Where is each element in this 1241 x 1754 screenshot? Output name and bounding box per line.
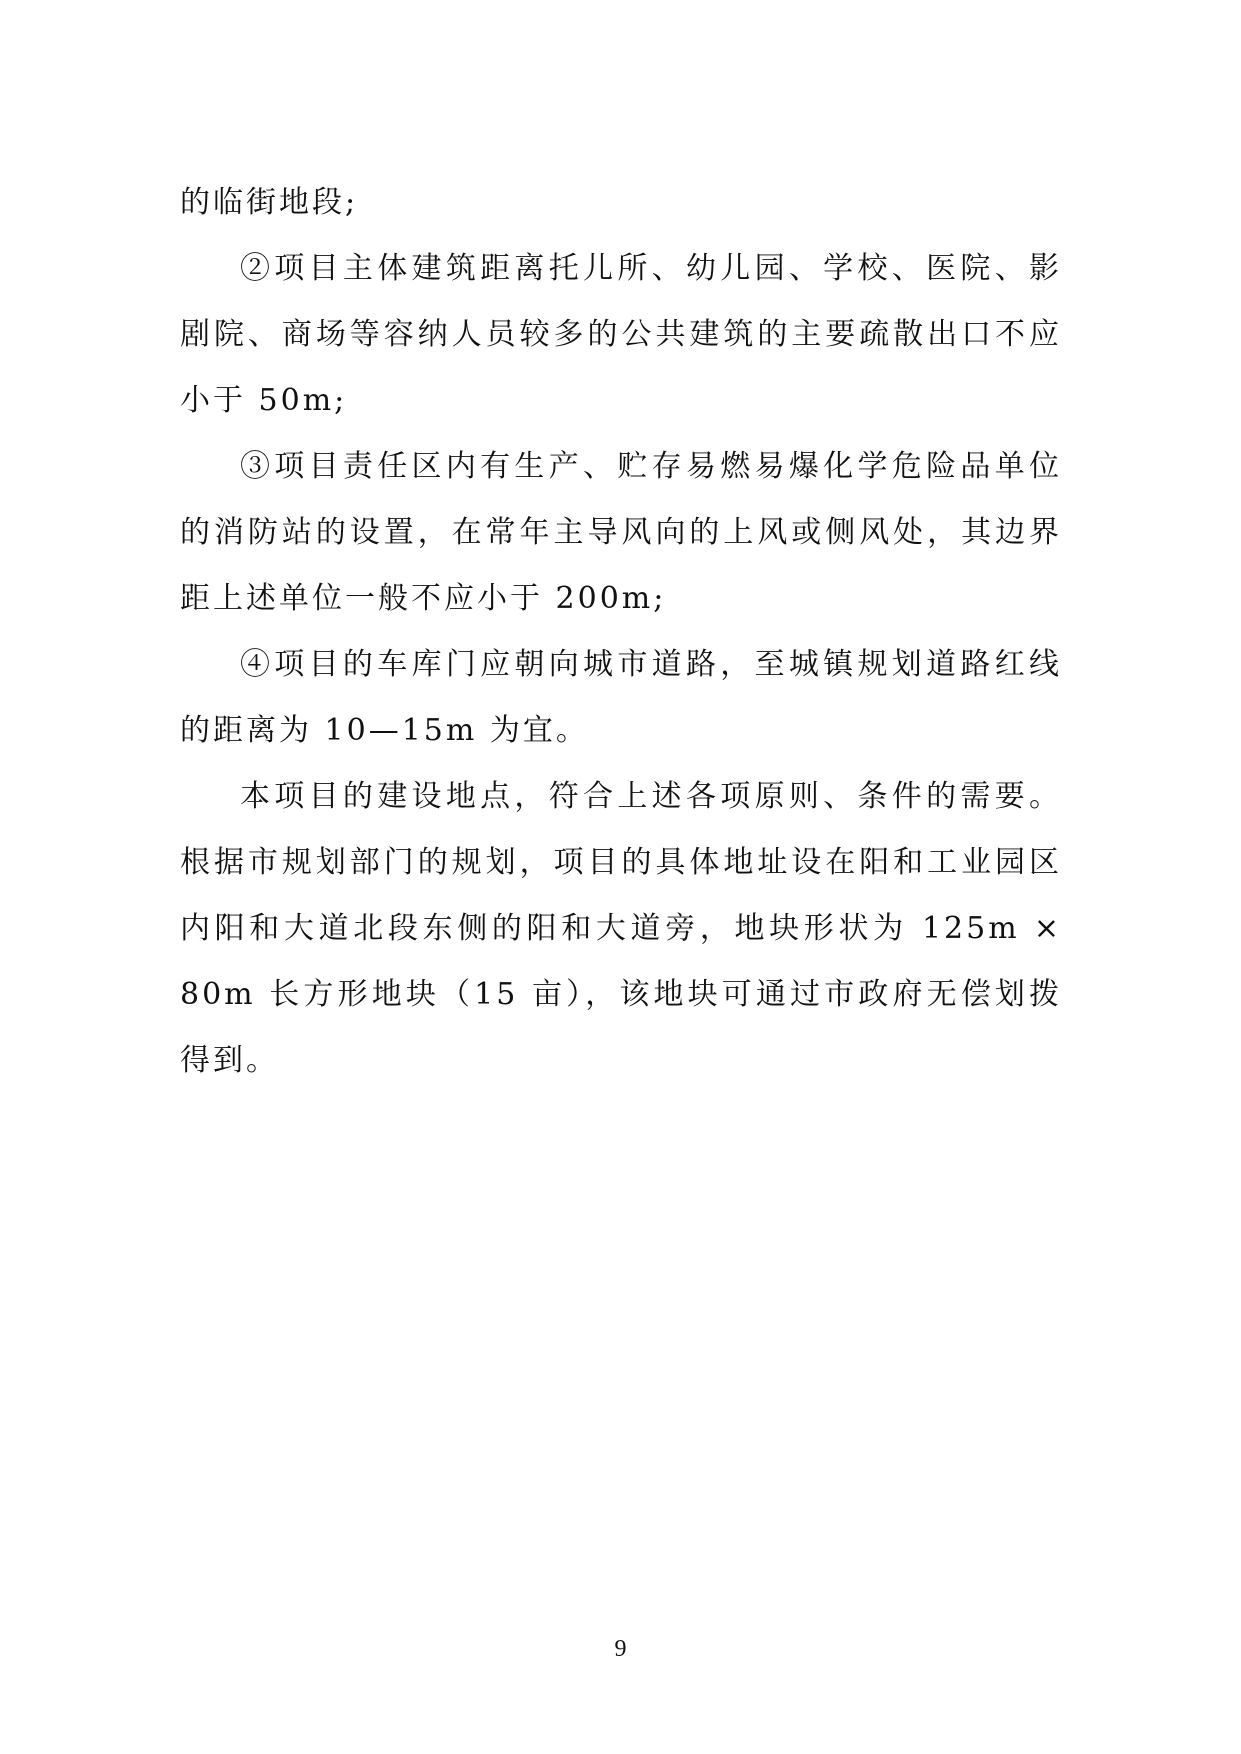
paragraph-item-3: ③项目责任区内有生产、贮存易燃易爆化学危险品单位的消防站的设置，在常年主导风向的上风或侧风处，其边界距上述单位一般不应小于 200m;: [180, 449, 1062, 616]
paragraph-item-4: ④项目的车库门应朝向城市道路，至城镇规划道路红线的距离为 10—15m 为宜。: [180, 647, 1062, 748]
paragraph-item-2: ②项目主体建筑距离托儿所、幼儿园、学校、医院、影剧院、商场等容纳人员较多的公共建筑的主要疏散出口不应小于 50m;: [180, 251, 1062, 418]
body-text: [180, 170, 1062, 1094]
paragraph-site-location: 本项目的建设地点，符合上述各项原则、条件的需要。根据市规划部门的规划，项目的具体地址设在阳和工业园区内阳和大道北段东侧的阳和大道旁，地块形状为 125m × 80m 长方形地块（15 亩），该地块可通过市政府无偿划拨得到。: [180, 779, 1062, 1078]
page-number: 9: [614, 1636, 627, 1662]
paragraph-continuation: 的临街地段;: [180, 185, 359, 220]
